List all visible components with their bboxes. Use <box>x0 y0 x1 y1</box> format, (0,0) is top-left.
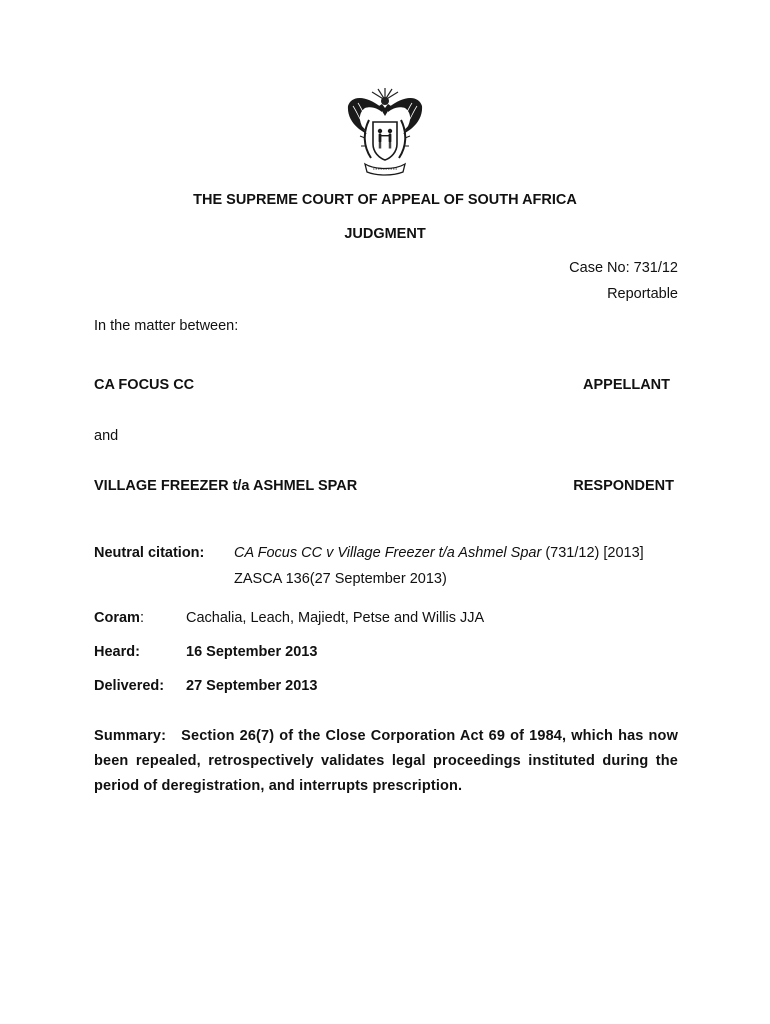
neutral-citation-label: Neutral citation: <box>94 545 205 561</box>
parties-intro: In the matter between: <box>94 318 239 334</box>
summary-label: Summary: <box>94 728 167 744</box>
coram-colon: : <box>139 610 144 626</box>
appellant-name: CA FOCUS CC <box>94 377 195 393</box>
summary-paragraph <box>94 724 678 799</box>
respondent-name: VILLAGE FREEZER t/a ASHMEL SPAR <box>94 478 358 494</box>
neutral-citation-case-name: CA Focus CC v Village Freezer t/a Ashmel Spar <box>234 545 542 561</box>
respondent-role: RESPONDENT <box>573 478 674 494</box>
parties-connector: and <box>94 428 119 444</box>
coram-value: Cachalia, Leach, Majiedt, Petse and Willis JJA <box>186 610 485 626</box>
coram-label-group <box>94 609 144 627</box>
heard-date: 16 September 2013 <box>186 644 318 660</box>
neutral-citation-reference: (731/12) [2013] <box>541 545 644 561</box>
reportable-label: Reportable <box>607 286 678 302</box>
document-type: JUDGMENT <box>344 226 426 242</box>
coram-label: Coram <box>94 610 140 626</box>
heard-label: Heard: <box>94 644 140 660</box>
neutral-citation-line1 <box>234 544 644 562</box>
appellant-role: APPELLANT <box>583 377 670 393</box>
summary-text: Section 26(7) of the Close Corporation Act 69 of 1984, which has now been repealed, retrospectively validates legal proceedings instituted during the period of deregistration, and interrupts prescription. <box>94 728 678 794</box>
neutral-citation-line2: ZASCA 136(27 September 2013) <box>234 571 447 587</box>
delivered-label: Delivered: <box>94 678 165 694</box>
south-africa-coat-of-arms-icon <box>345 86 425 178</box>
case-number: Case No: 731/12 <box>569 260 678 276</box>
court-name: THE SUPREME COURT OF APPEAL OF SOUTH AFRICA <box>193 192 577 208</box>
delivered-date: 27 September 2013 <box>186 678 318 694</box>
